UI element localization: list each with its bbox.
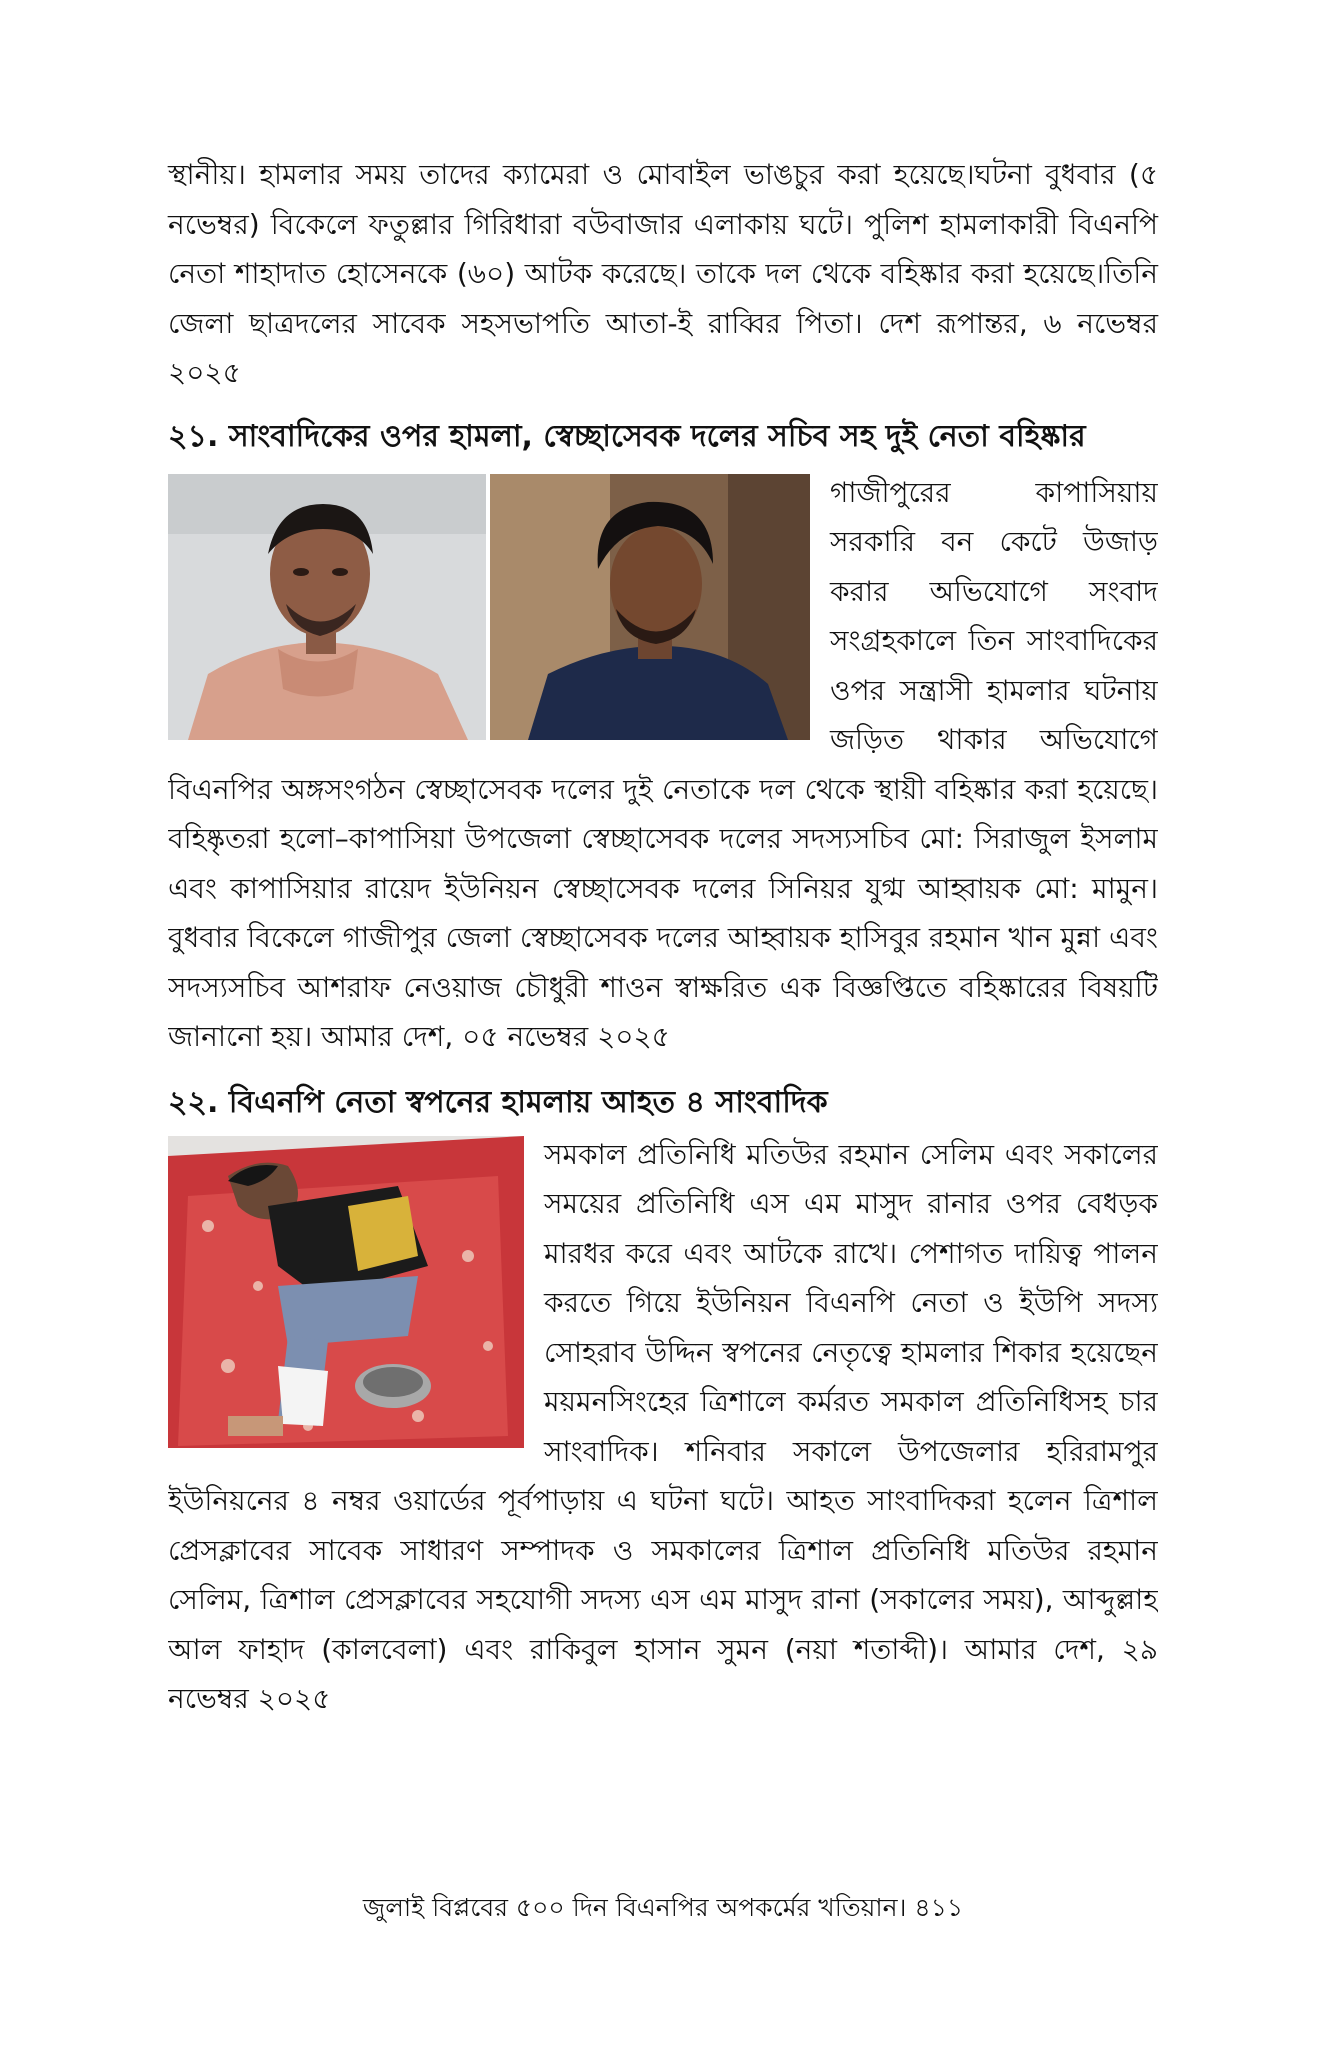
section-body: গাজীপুরের কাপাসিয়ায় সরকারি বন কেটে উজাড় করার অভিযোগে সংবাদ সংগ্রহকালে তিন সাংবাদিকের ওপর সন্ত্রাসী হামলার ঘটনায় জড়িত থাকার অভিযোগে বিএনপির অঙ্গসংগঠন স্বেচ্ছাসেবক দলের দুই নেতাকে দল থেকে স্থায়ী বহিষ্কার করা হয়েছে। বহিষ্কৃতরা হলো–কাপাসিয়া উপজেলা স্বেচ্ছাসেবক দলের সদস্যসচিব মো: সিরাজুল ইসলাম এবং কাপাসিয়ার রায়েদ ইউনিয়ন স্বেচ্ছাসেবক দলের সিনিয়র যুগ্ম আহ্বায়ক মো: মামুন। বুধবার বিকেলে গাজীপুর জেলা স্বেচ্ছাসেবক দলের আহ্বায়ক হাসিবুর রহমান খান মুন্না এবং সদস্যসচিব আশরাফ নেওয়াজ চৌধুরী শাওন স্বাক্ষরিত এক বিজ্ঞপ্তিতে বহিষ্কারের বিষয়টি জানানো হয়। আমার দেশ, ০৫ নভেম্বর ২০২৫: [168, 475, 1158, 1053]
news-photo-two-men: [168, 474, 810, 740]
section-body: সমকাল প্রতিনিধি মতিউর রহমান সেলিম এবং সকালের সময়ের প্রতিনিধি এস এম মাসুদ রানার ওপর বেধড়ক মারধর করে এবং আটকে রাখে। পেশাগত দায়িত্ব পালন করতে গিয়ে ইউনিয়ন বিএনপি নেতা ও ইউপি সদস্য সোহরাব উদ্দিন স্বপনের নেতৃত্বে হামলার শিকার হয়েছেন ময়মনসিংহের ত্রিশালে কর্মরত সমকাল প্রতিনিধিসহ চার সাংবাদিক। শনিবার সকালে উপজেলার হরিরামপুর ইউনিয়নের ৪ নম্বর ওয়ার্ডের পূর্বপাড়ায় এ ঘটনা ঘটে। আহত সাংবাদিকরা হলেন ত্রিশাল প্রেসক্লাবের সাবেক সাধারণ সম্পাদক ও সমকালের ত্রিশাল প্রতিনিধি মতিউর রহমান সেলিম, ত্রিশাল প্রেসক্লাবের সহযোগী সদস্য এস এম মাসুদ রানা (সকালের সময়), আব্দুল্লাহ আল ফাহাদ (কালবেলা) এবং রাকিবুল হাসান সুমন (নয়া শতাব্দী)। আমার দেশ, ২৯ নভেম্বর ২০২৫: [168, 1137, 1158, 1715]
intro-paragraph: স্থানীয়। হামলার সময় তাদের ক্যামেরা ও মোবাইল ভাঙচুর করা হয়েছে।ঘটনা বুধবার (৫ নভেম্বর) বিকেলে ফতুল্লার গিরিধারা বউবাজার এলাকায় ঘটে। পুলিশ হামলাকারী বিএনপি নেতা শাহাদাত হোসেনকে (৬০) আটক করেছে। তাকে দল থেকে বহিষ্কার করা হয়েছে।তিনি জেলা ছাত্রদলের সাবেক সহসভাপতি আতা-ই রাব্বির পিতা। দেশ রূপান্তর, ৬ নভেম্বর ২০২৫: [168, 158, 1158, 389]
section-22: [168, 1062, 1158, 1724]
section-21: [168, 398, 1158, 1062]
section-heading: ২২. বিএনপি নেতা স্বপনের হামলায় আহত ৪ সাংবাদিক: [168, 1084, 828, 1120]
book-page: [168, 150, 1158, 1724]
news-photo-injured-man: [168, 1136, 524, 1448]
page-footer: জুলাই বিপ্লবের ৫০০ দিন বিএনপির অপকর্মের খতিয়ান। ৪১১: [362, 1893, 964, 1922]
section-heading: ২১. সাংবাদিকের ওপর হামলা, স্বেচ্ছাসেবক দলের সচিব সহ দুই নেতা বহিষ্কার: [168, 418, 1086, 454]
